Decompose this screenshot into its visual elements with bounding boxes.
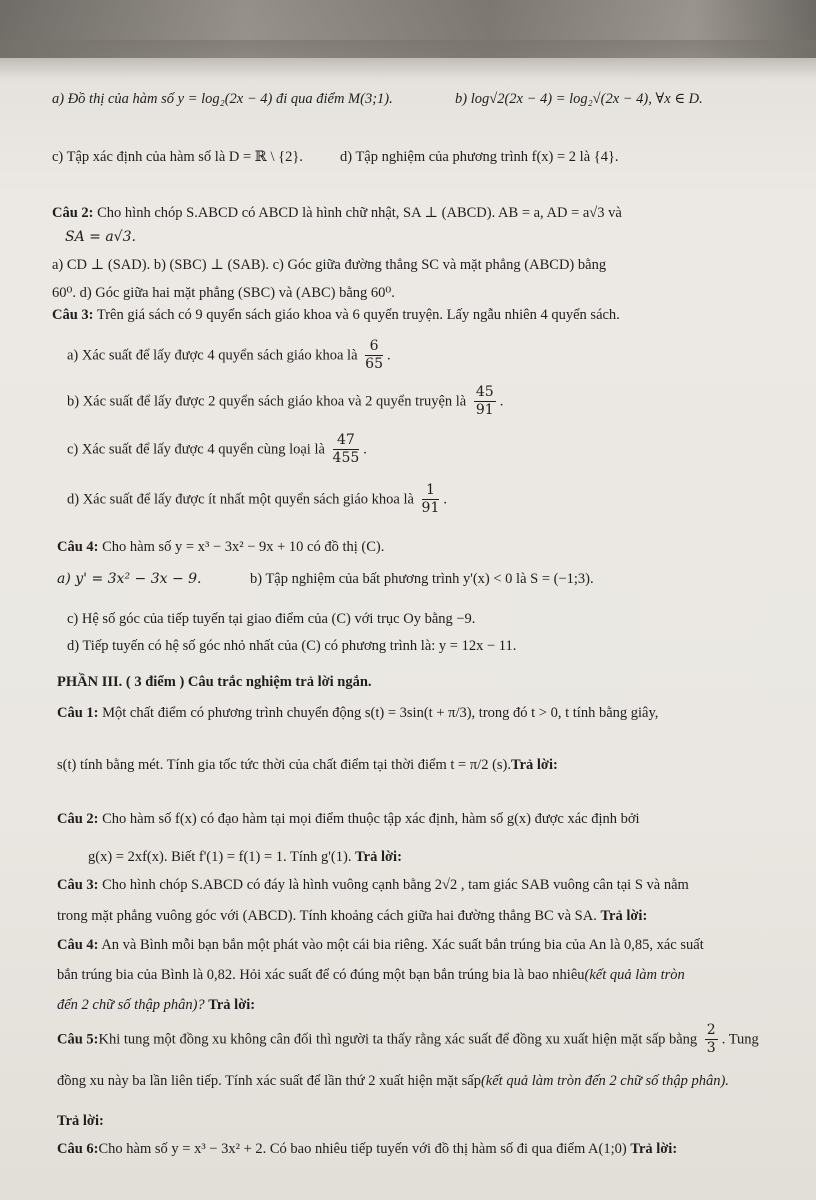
q3d-fraction: $\frac{1}{91}$ [421, 482, 440, 516]
p3-q2-stem-cont: g(x) = 2xf(x). Biết f'(1) = f(1) = 1. Tính g'(1). Trả lời: [88, 849, 402, 865]
q3-option-a: a) Xác suất để lấy được 4 quyển sách giáo khoa là $\frac{6}{65}$ . [67, 338, 391, 372]
p3-q3-stem: Câu 3: Cho hình chóp S.ABCD có đáy là hình vuông cạnh bằng 2√2 , tam giác SAB vuông cân tại S và nằm [57, 877, 689, 893]
p3-q1-stem: Câu 1: Một chất điểm có phương trình chuyển động s(t) = 3sin(t + π/3), trong đó t > 0, t tính bằng giây, [57, 705, 659, 721]
q1-option-b: b) log√2(2x − 4) = log₂√(2x − 4), ∀x ∈ D. [455, 91, 703, 107]
p3-q4-stem-cont2: đến 2 chữ số thập phân)? Trả lời: [57, 997, 256, 1013]
p3-q5-stem: Câu 5:Khi tung một đồng xu không cân đối thì người ta thấy rằng xác suất để đồng xu xuất hiện mặt sấp bằng $\frac{2}{3}$ . Tung [57, 1022, 759, 1056]
p5-fraction: $\frac{2}{3}$ [706, 1022, 716, 1056]
p3-q4-stem: Câu 4: An và Bình mỗi bạn bắn một phát vào một cái bia riêng. Xác suất bắn trúng bia của An là 0,85, xác suất [57, 937, 704, 953]
q4-option-d: d) Tiếp tuyến có hệ số góc nhỏ nhất của (C) có phương trình là: y = 12x − 11. [67, 638, 517, 654]
p3-q4-stem-cont: bắn trúng bia của Bình là 0,82. Hỏi xác suất để có đúng một bạn bắn trúng bia là bao nhiêu(kết quả làm tròn [57, 967, 685, 983]
p3-q6-stem: Câu 6:Cho hàm số y = x³ − 3x² + 2. Có bao nhiêu tiếp tuyến với đồ thị hàm số đi qua điểm A(1;0) Trả lời: [57, 1141, 678, 1157]
q1-option-d: d) Tập nghiệm của phương trình f(x) = 2 là {4}. [340, 149, 619, 165]
q3c-fraction: $\frac{47}{455}$ [332, 432, 360, 466]
q1-option-c: c) Tập xác định của hàm số là D = ℝ \ {2}. [52, 149, 303, 165]
q2-options: a) CD ⊥ (SAD). b) (SBC) ⊥ (SAB). c) Góc giữa đường thẳng SC và mặt phẳng (ABCD) bằng [52, 257, 607, 273]
q4-stem: Câu 4: Cho hàm số y = x³ − 3x² − 9x + 10 có đồ thị (C). [57, 539, 385, 555]
q1-option-a: a) Đồ thị của hàm số y = log₂(2x − 4) đi qua điểm M(3;1). [52, 91, 393, 107]
q3-stem: Câu 3: Trên giá sách có 9 quyển sách giáo khoa và 6 quyển truyện. Lấy ngẫu nhiên 4 quyển sách. [52, 307, 620, 323]
q2-stem-cont: SA = a√3. [65, 229, 136, 245]
p3-q5-stem-cont: đồng xu này ba lần liên tiếp. Tính xác suất để lần thứ 2 xuất hiện mặt sấp(kết quả làm tròn đến 2 chữ số thập phân). [57, 1073, 729, 1089]
p3-q3-stem-cont: trong mặt phẳng vuông góc với (ABCD). Tính khoảng cách giữa hai đường thẳng BC và SA. Trả lời: [57, 908, 648, 924]
q4-option-b: b) Tập nghiệm của bất phương trình y'(x) < 0 là S = (−1;3). [250, 571, 594, 587]
p3-q1-stem-cont: s(t) tính bằng mét. Tính gia tốc tức thời của chất điểm tại thời điểm t = π/2 (s).Trả lời: [57, 757, 558, 773]
q3b-fraction: $\frac{45}{91}$ [475, 384, 494, 418]
photo-top-fade [0, 40, 816, 80]
q2-options-cont: 60⁰. d) Góc giữa hai mặt phẳng (SBC) và (ABC) bằng 60⁰. [52, 285, 395, 301]
part-3-heading: PHẦN III. ( 3 điểm ) Câu trắc nghiệm trả lời ngắn. [57, 674, 372, 690]
q3a-fraction: $\frac{6}{65}$ [365, 338, 383, 372]
p3-q2-stem: Câu 2: Cho hàm số f(x) có đạo hàm tại mọi điểm thuộc tập xác định, hàm số g(x) được xác định bởi [57, 811, 640, 827]
q3-option-c: c) Xác suất để lấy được 4 quyển cùng loại là $\frac{47}{455}$ . [67, 432, 367, 466]
q4-option-a: a) y' = 3x² − 3x − 9. [57, 571, 202, 587]
q3-option-d: d) Xác suất để lấy được ít nhất một quyển sách giáo khoa là $\frac{1}{91}$ . [67, 482, 447, 516]
q3-option-b: b) Xác suất để lấy được 2 quyển sách giáo khoa và 2 quyển truyện là $\frac{45}{91}$ . [67, 384, 504, 418]
q4-option-c: c) Hệ số góc của tiếp tuyến tại giao điểm của (C) với trục Oy bằng −9. [67, 611, 476, 627]
p3-q5-answer-label: Trả lời: [57, 1113, 104, 1129]
q2-stem: Câu 2: Cho hình chóp S.ABCD có ABCD là hình chữ nhật, SA ⊥ (ABCD). AB = a, AD = a√3 và [52, 205, 622, 221]
